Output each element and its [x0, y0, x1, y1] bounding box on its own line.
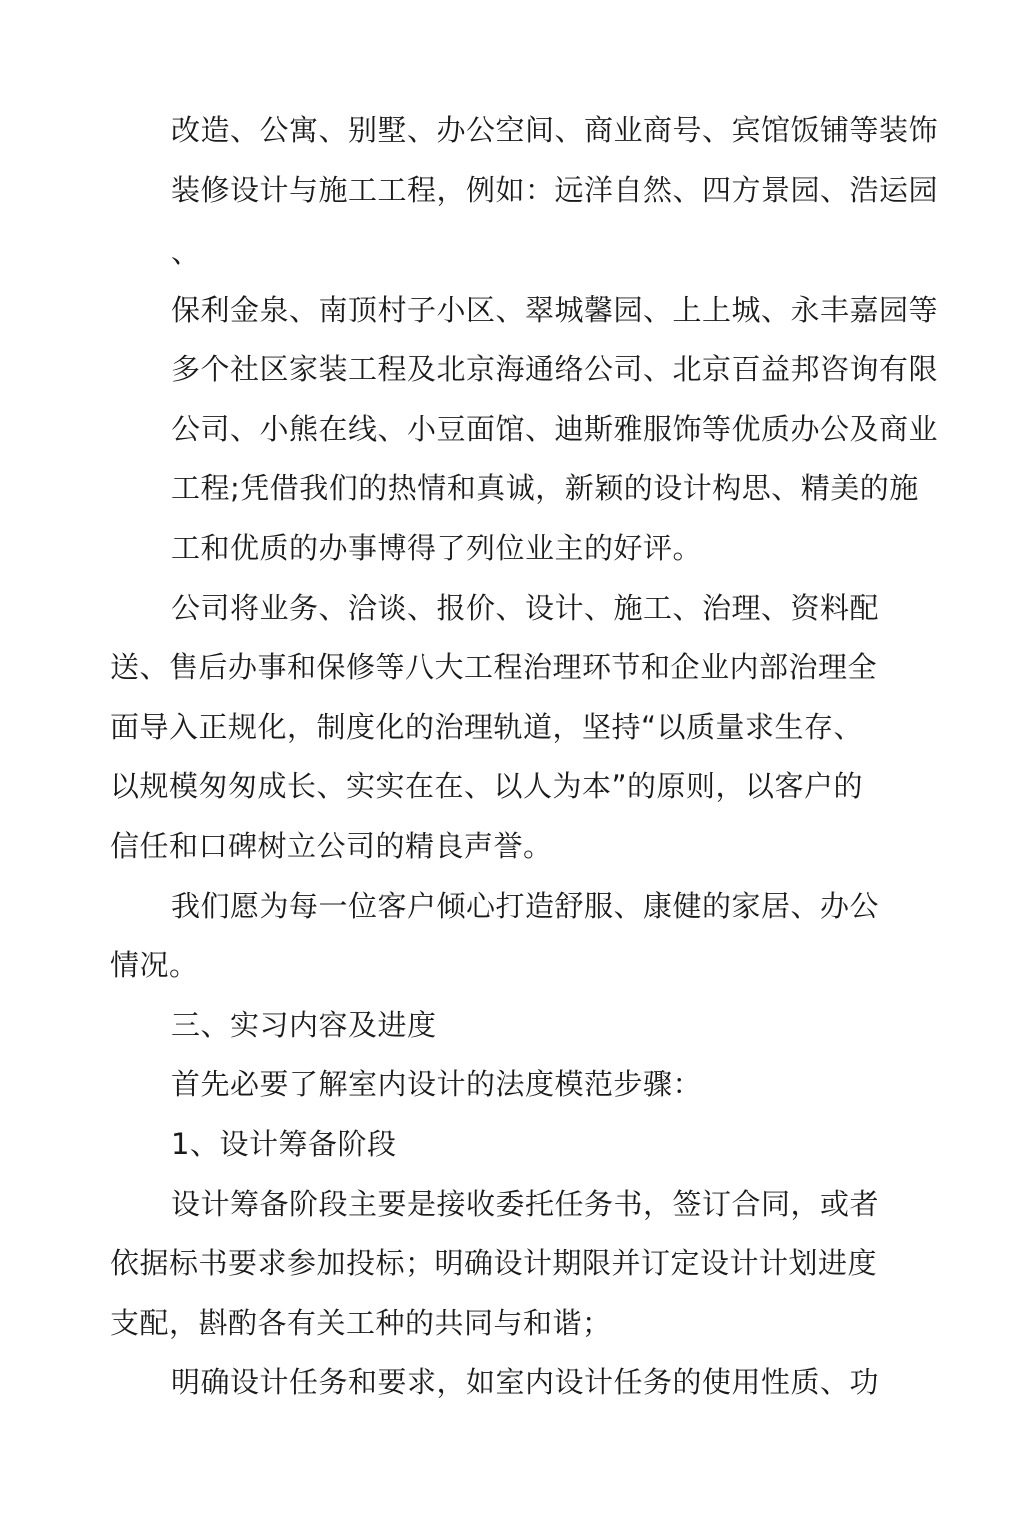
text-line: 情况。: [110, 948, 199, 982]
text-line: 、: [171, 235, 201, 269]
subsection-heading: 1、设计筹备阶段: [171, 1127, 397, 1161]
text-line: 支配，斟酌各有关工种的共同与和谐；: [110, 1306, 612, 1340]
text-line: 装修设计与施工工程，例如：远洋自然、四方景园、浩运园: [171, 173, 939, 207]
text-line: 公司、小熊在线、小豆面馆、迪斯雅服饰等优质办公及商业: [171, 412, 939, 446]
paragraph-first-line: 公司将业务、洽谈、报价、设计、施工、治理、资料配: [171, 591, 880, 625]
text-line: 工和优质的办事博得了列位业主的好评。: [171, 531, 703, 565]
text-line: 依据标书要求参加投标；明确设计期限并订定设计计划进度: [110, 1246, 878, 1280]
text-line: 以规模匆匆成长、实实在在、以人为本”的原则，以客户的: [110, 769, 864, 803]
text-line: 改造、公寓、别墅、办公空间、商业商号、宾馆饭铺等装饰: [171, 113, 939, 147]
text-line: 工程;凭借我们的热情和真诚，新颖的设计构思、精美的施: [171, 471, 919, 505]
text-line: 面导入正规化，制度化的治理轨道，坚持“以质量求生存、: [110, 710, 864, 744]
text-line: 多个社区家装工程及北京海通络公司、北京百益邦咨询有限: [171, 352, 939, 386]
paragraph-first-line: 我们愿为每一位客户倾心打造舒服、康健的家居、办公: [171, 889, 880, 923]
text-line: 保利金泉、南顶村子小区、翠城馨园、上上城、永丰嘉园等: [171, 293, 939, 327]
paragraph-first-line: 明确设计任务和要求，如室内设计任务的使用性质、功: [171, 1365, 880, 1399]
text-line: 送、售后办事和保修等八大工程治理环节和企业内部治理全: [110, 650, 878, 684]
section-heading: 三、实习内容及进度: [171, 1008, 437, 1042]
paragraph-first-line: 设计筹备阶段主要是接收委托任务书，签订合同，或者: [171, 1187, 880, 1221]
text-line: 信任和口碑树立公司的精良声誉。: [110, 829, 553, 863]
text-line: 首先必要了解室内设计的法度模范步骤：: [171, 1067, 703, 1101]
